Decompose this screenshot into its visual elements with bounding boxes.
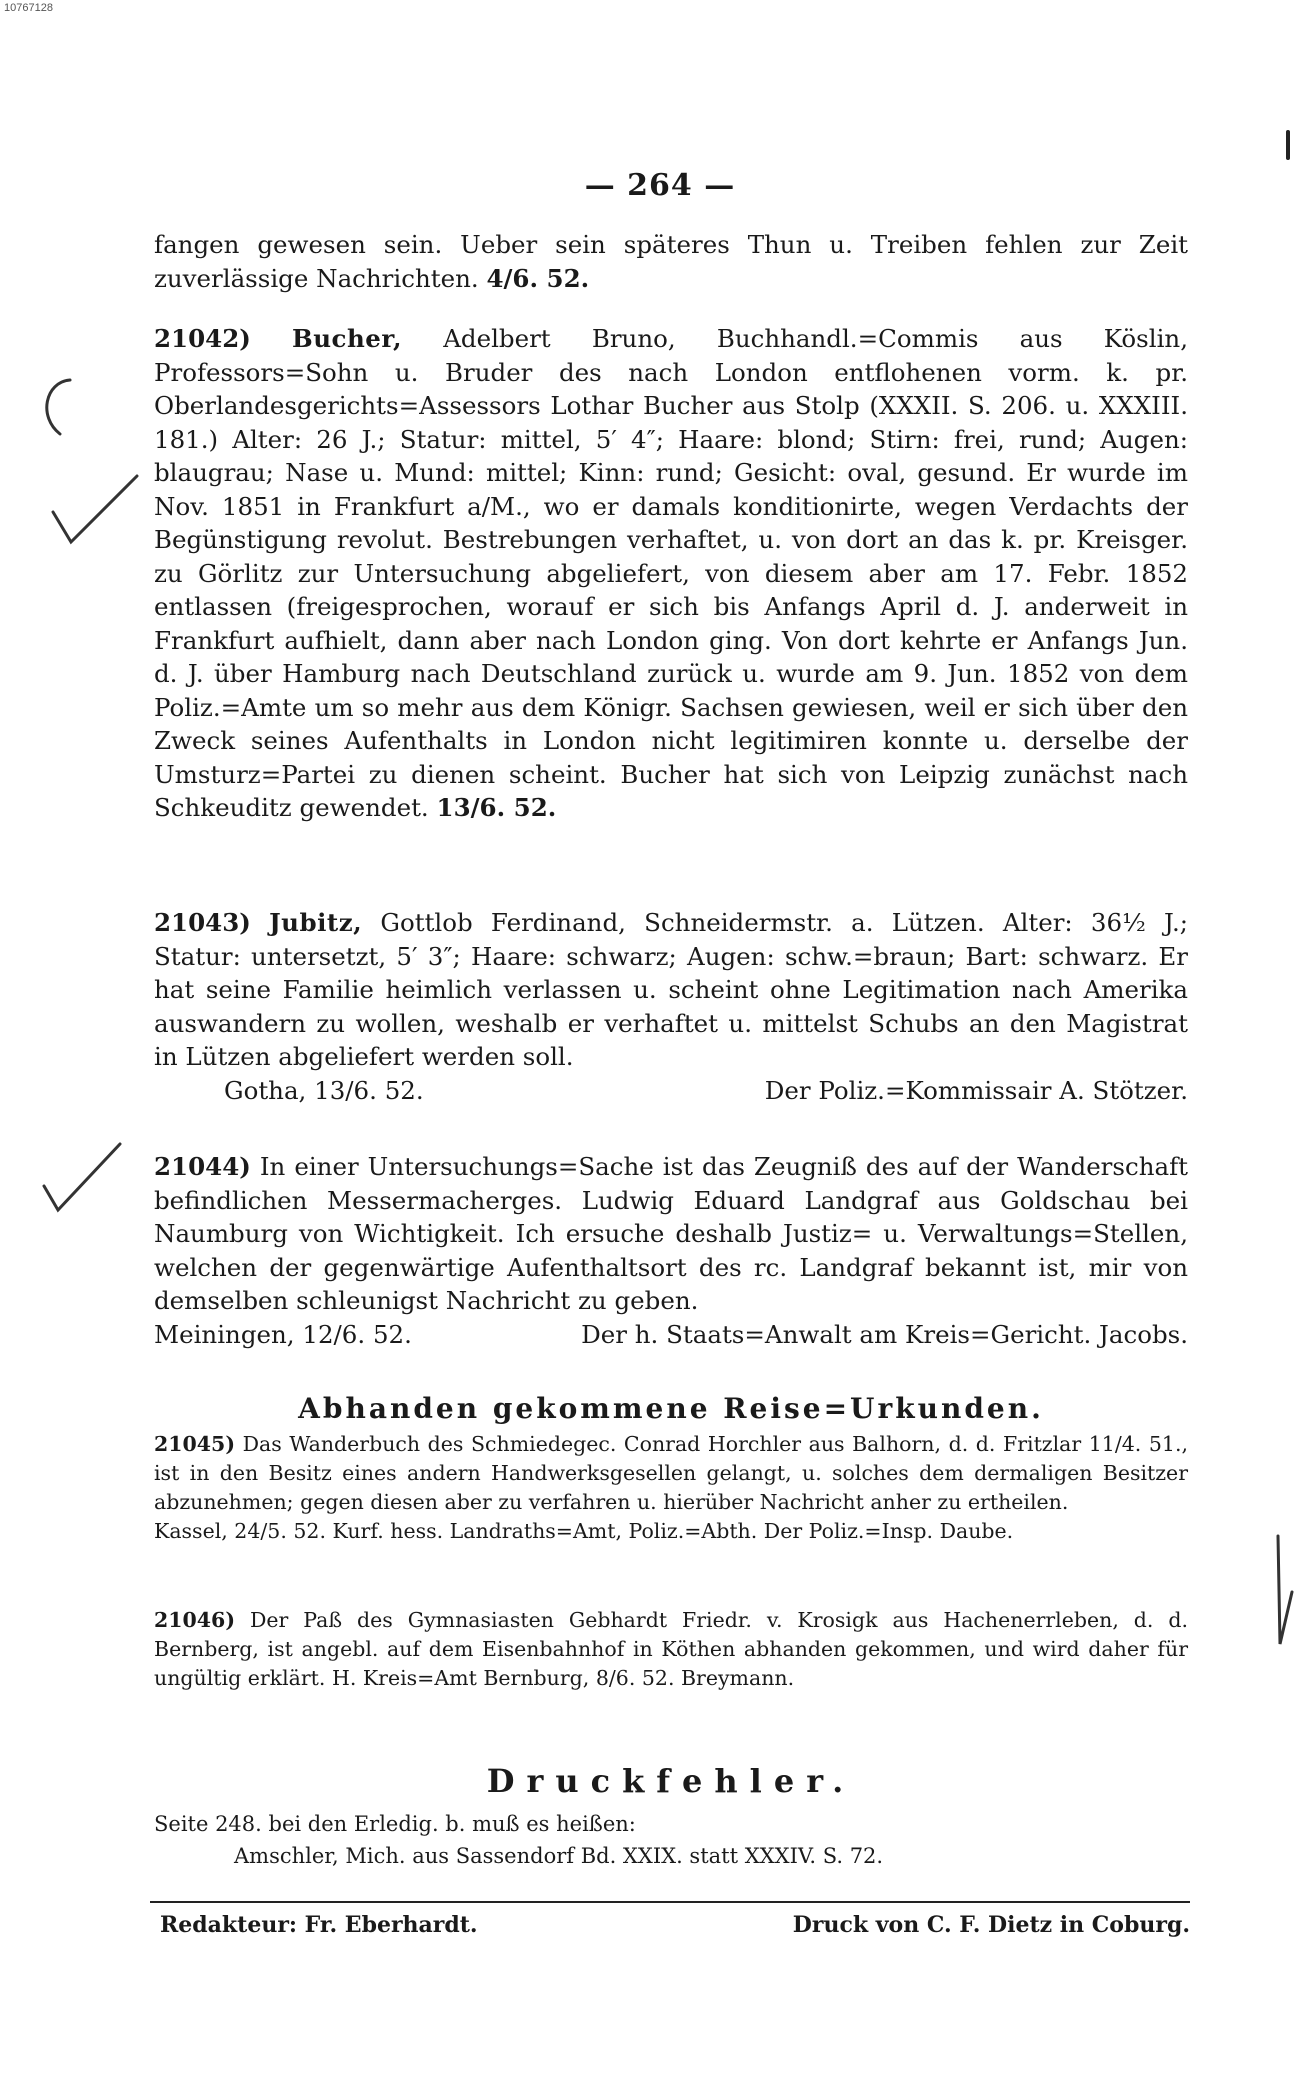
signature-place-date: Meiningen, 12/6. 52.: [154, 1319, 412, 1349]
entry-text: Adelbert Bruno, Buchhandl.=Commis aus Köslin, Professors=Sohn u. Bruder des nach London entflohenen vorm. k. pr. Oberlandesgerichts=Assessors Lothar Bucher aus Stolp (XXXII. S. 206. u. XXXIII. 181.) Alter: 26 J.; Statur: mittel, 5′ 4″; Haare: blond; Stirn: frei, rund; Augen: blaugrau; Nase u. Mund: mittel; Kinn: rund; Gesicht: oval, gesund. Er wurde im Nov. 1851 in Frankfurt a/M., wo er damals konditionirte, wegen Verdachts der Begünstigung revolut. Bestrebungen verhaftet, u. von dort an das k. pr. Kreisger. zu Görlitz zur Untersuchung abgeliefert, von diesem aber am 17. Febr. 1852 entlassen (freigesprochen, worauf er sich bis Anfangs April d. J. anderweit in Frankfurt aufhielt, dann aber nach London ging. Von dort kehrte er Anfangs Jun. d. J. über Hamburg nach Deutschland zurück u. wurde am 9. Jun. 1852 von dem Poliz.=Amte um so mehr aus dem Königr. Sachsen gewiesen, weil er sich über den Zweck seines Aufenthalts in London nicht legitimiren konnte u. derselbe der Umsturz=Partei zu dienen scheint. Bucher hat sich von Leipzig zunächst nach Schkeuditz gewendet.: [154, 324, 1188, 822]
entry-number: 21044): [154, 1152, 251, 1181]
printer-credit: Druck von C. F. Dietz in Coburg.: [792, 1912, 1190, 1938]
entry-21046: [154, 1606, 1188, 1693]
editor-credit: Redakteur: Fr. Eberhardt.: [160, 1912, 478, 1938]
margin-tick: [1268, 1532, 1298, 1652]
entry-date: 13/6. 52.: [436, 793, 557, 822]
entry-number: 21045): [154, 1432, 236, 1456]
entry-text: Das Wanderbuch des Schmiedegес. Conrad Horchler aus Balhorn, d. d. Fritzlar 11/4. 51., ist in den Besitz eines andern Handwerksgesellen gelangt, u. solches dem dermaligen Besitzer abzunehmen; gegen diesen aber zu verfahren u. hierüber Nachricht anher zu ertheilen.: [154, 1432, 1188, 1514]
paragraph-date: 4/6. 52.: [486, 263, 590, 293]
entry-21044: [154, 1150, 1188, 1351]
footer-rule: [150, 1901, 1190, 1903]
signature-place-date: Gotha, 13/6. 52.: [224, 1075, 424, 1105]
entry-text: In einer Untersuchungs=Sache ist das Zeugniß des auf der Wanderschaft befindlichen Messermacherges. Ludwig Eduard Landgraf aus Goldschau bei Naumburg von Wichtigkeit. Ich ersuche deshalb Justiz= u. Verwaltungs=Stellen, welchen der gegenwärtige Aufenthaltsort des rc. Landgraf bekannt ist, mir von demselben schleunigst Nachricht zu geben.: [154, 1152, 1188, 1315]
entry-name: Bucher,: [292, 324, 403, 353]
errata-correction: Amschler, Mich. aus Sassendorf Bd. XXIX. statt XXXIV. S. 72.: [234, 1844, 884, 1868]
section-heading-errata: Druckfehler.: [486, 1762, 856, 1800]
errata-block: [154, 1808, 1188, 1872]
entry-number: 21042): [154, 324, 251, 353]
entry-text: Der Paß des Gymnasiasten Gebhardt Friedr. v. Krosigk aus Hachenerrleben, d. d. Bernberg, ist angebl. auf dem Eisenbahnhof in Köthen abhanden gekommen, und wird daher für ungültig erklärt.: [154, 1608, 1188, 1690]
entry-signature: H. Kreis=Amt Bernburg, 8/6. 52. Breymann.: [331, 1666, 795, 1690]
entry-21045: [154, 1430, 1188, 1546]
section-heading-lost-documents: Abhanden gekommene Reise=Urkunden.: [298, 1392, 1044, 1425]
entry-name: Jubitz,: [269, 908, 363, 937]
entry-signature: [154, 1318, 1188, 1352]
page-number: — 264 —: [584, 168, 736, 203]
paragraph-continued: [154, 228, 1188, 295]
entry-number: 21046): [154, 1608, 236, 1632]
entry-signature: Kassel, 24/5. 52. Kurf. hess. Landraths=Amt, Poliz.=Abth. Der Poliz.=Insp. Daube.: [154, 1519, 1014, 1543]
signature-official: Der Poliz.=Kommissair A. Stötzer.: [764, 1075, 1188, 1105]
entry-signature: [154, 1074, 1188, 1108]
entry-21042: [154, 322, 1188, 825]
margin-mark-c: [30, 372, 80, 442]
margin-checkmark: [45, 470, 145, 550]
errata-line: Seite 248. bei den Erledig. b. muß es heißen:: [154, 1812, 636, 1836]
margin-checkmark: [38, 1138, 128, 1218]
entry-21043: [154, 906, 1188, 1107]
signature-official: Der h. Staats=Anwalt am Kreis=Gericht. Jacobs.: [581, 1319, 1188, 1349]
imprint-footer: [160, 1912, 1190, 1938]
archive-id: 10767128: [4, 2, 53, 14]
paragraph-text: fangen gewesen sein. Ueber sein späteres Thun u. Treiben fehlen zur Zeit zuverlässige Nachrichten.: [154, 230, 1188, 293]
entry-text: Gottlob Ferdinand, Schneidermstr. a. Lützen. Alter: 36½ J.; Statur: untersetzt, 5′ 3″; Haare: schwarz; Augen: schw.=braun; Bart: schwarz. Er hat seine Familie heimlich verlassen u. scheint ohne Legitimation nach Amerika auswandern zu wollen, weshalb er verhaftet u. mittelst Schubs an den Magistrat in Lützen abgeliefert werden soll.: [154, 908, 1189, 1071]
margin-tick: [1286, 130, 1290, 160]
entry-number: 21043): [154, 908, 251, 937]
